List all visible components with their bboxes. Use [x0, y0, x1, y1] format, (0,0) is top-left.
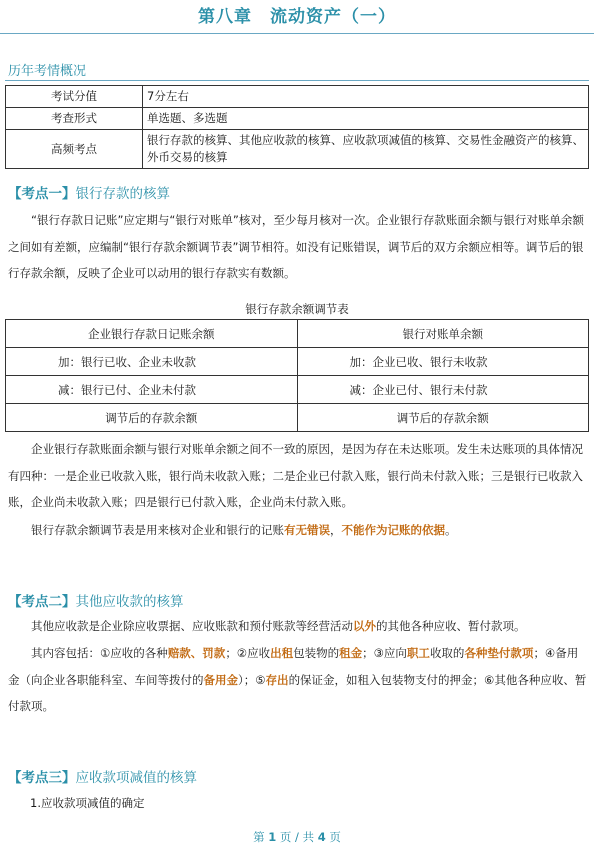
- page-number: 1: [268, 830, 277, 844]
- text-run: ；④备用金（向企业各职能科室、车间等拨付的: [8, 646, 579, 687]
- text-run: 银行存款余额调节表是用来核对企业和银行的记账: [31, 523, 284, 537]
- table-cell: 考试分值: [6, 86, 143, 108]
- highlight-text: 出租: [270, 646, 294, 660]
- highlight-text: 租金: [339, 646, 363, 660]
- text-run: ，: [330, 523, 342, 537]
- text-run: ；③应向: [362, 646, 407, 660]
- section-title: 其他应收款的核算: [75, 594, 184, 610]
- table-header-cell: 银行对账单余额: [297, 320, 589, 348]
- table-cell: 调节后的存款余额: [6, 404, 298, 432]
- paragraph: 企业银行存款账面余额与银行对账单余额之间不一致的原因，是因为存在未达账项。发生未达账项的具体情况有四种：一是企业已收款入账，银行尚未收款入账；二是企业已付款入账，银行尚未付款入账；三是银行已收款入账，企业尚未收款入账；四是银行已付款入账，企业尚未付款入账。: [8, 442, 583, 509]
- highlight-text: 职工: [406, 646, 430, 660]
- table-cell: 单选题、多选题: [143, 108, 589, 130]
- page-footer: [0, 829, 594, 845]
- section-heading-2: [8, 590, 184, 610]
- section-tag: 【考点二】: [8, 594, 76, 610]
- table-row: [6, 86, 589, 108]
- table-cell: 考查形式: [6, 108, 143, 130]
- highlight-text: 存出: [265, 672, 289, 687]
- table-cell: 加：银行已收、企业未收款: [6, 348, 298, 376]
- page-title: [0, 2, 594, 27]
- section-title: 银行存款的核算: [75, 186, 170, 202]
- section-tag: 【考点一】: [8, 186, 76, 202]
- table-row: [6, 404, 589, 432]
- text-run: 包装物的: [293, 646, 340, 660]
- text-run: 其内容包括：①应收的各种: [31, 646, 168, 660]
- reconciliation-table: [5, 319, 589, 432]
- highlight-text: 赔款、罚款: [167, 646, 226, 660]
- highlight-text: 以外: [353, 619, 376, 633]
- highlight-text: 有无错误: [284, 523, 330, 537]
- table-row: [6, 320, 589, 348]
- table-cell: 7分左右: [143, 86, 589, 108]
- paragraph: [8, 613, 588, 640]
- table-row: [6, 376, 589, 404]
- title-divider: [0, 33, 594, 34]
- table-cell: 加：企业已收、银行未收款: [297, 348, 589, 376]
- overview-divider: [5, 80, 589, 81]
- table-caption: 银行存款余额调节表: [245, 302, 349, 316]
- section-heading-1: [8, 182, 170, 202]
- table-cell: 减：企业已付、银行未付款: [297, 376, 589, 404]
- table-cell: 减：银行已付、企业未付款: [6, 376, 298, 404]
- text-run: ）；⑤: [238, 672, 266, 687]
- overview-heading: 历年考情概况: [8, 64, 87, 79]
- text-run: 的保证金，如租入包装物支付的押金；⑥其他各种应收、暂付款项。: [8, 672, 587, 713]
- highlight-text: 各种垫付款项: [464, 646, 534, 660]
- table-cell: 银行存款的核算、其他应收款的核算、应收款项减值的核算、交易性金融资产的核算、外币交易的核算: [143, 130, 589, 169]
- section-title: 应收款项减值的核算: [75, 770, 197, 786]
- section-tag: 【考点三】: [8, 770, 76, 786]
- paragraph: [8, 640, 588, 720]
- table-header-cell: 企业银行存款日记账余额: [6, 320, 298, 348]
- paragraph: “银行存款日记账”应定期与“银行对账单”核对，至少每月核对一次。企业银行存款账面余额与银行对账单余额之间如有差额，应编制“银行存款余额调节表”调节相符。如没有记账错误，调节后的双方余额应相等。调节后的银行存款余额，反映了企业可以动用的银行存款实有数额。: [8, 213, 584, 280]
- table-row: [6, 108, 589, 130]
- table-row: [6, 348, 589, 376]
- highlight-text: 不能作为记账的依据: [341, 523, 445, 537]
- page-total: 4: [317, 830, 326, 844]
- text-run: 收取的: [429, 646, 465, 660]
- exam-overview-table: [5, 85, 589, 169]
- text-run: 其他应收款是企业除应收票据、应收账款和预付账款等经营活动: [31, 619, 353, 633]
- footer-text: 页: [329, 830, 341, 844]
- chapter-number: 第八章: [198, 7, 252, 27]
- text-run: ；②应收: [225, 646, 271, 660]
- text-run: 。: [445, 523, 457, 537]
- table-cell: 调节后的存款余额: [297, 404, 589, 432]
- table-cell: 高频考点: [6, 130, 143, 169]
- text-run: 的其他各种应收、暂付款项。: [376, 619, 526, 633]
- subheading: 1.应收款项减值的确定: [30, 796, 145, 810]
- highlight-text: 备用金: [203, 672, 238, 687]
- chapter-title: 流动资产（一）: [270, 7, 396, 27]
- table-row: [6, 130, 589, 169]
- paragraph: [8, 517, 588, 544]
- footer-text: 页 / 共: [279, 830, 315, 844]
- footer-text: 第: [253, 830, 265, 844]
- section-heading-3: [8, 766, 197, 786]
